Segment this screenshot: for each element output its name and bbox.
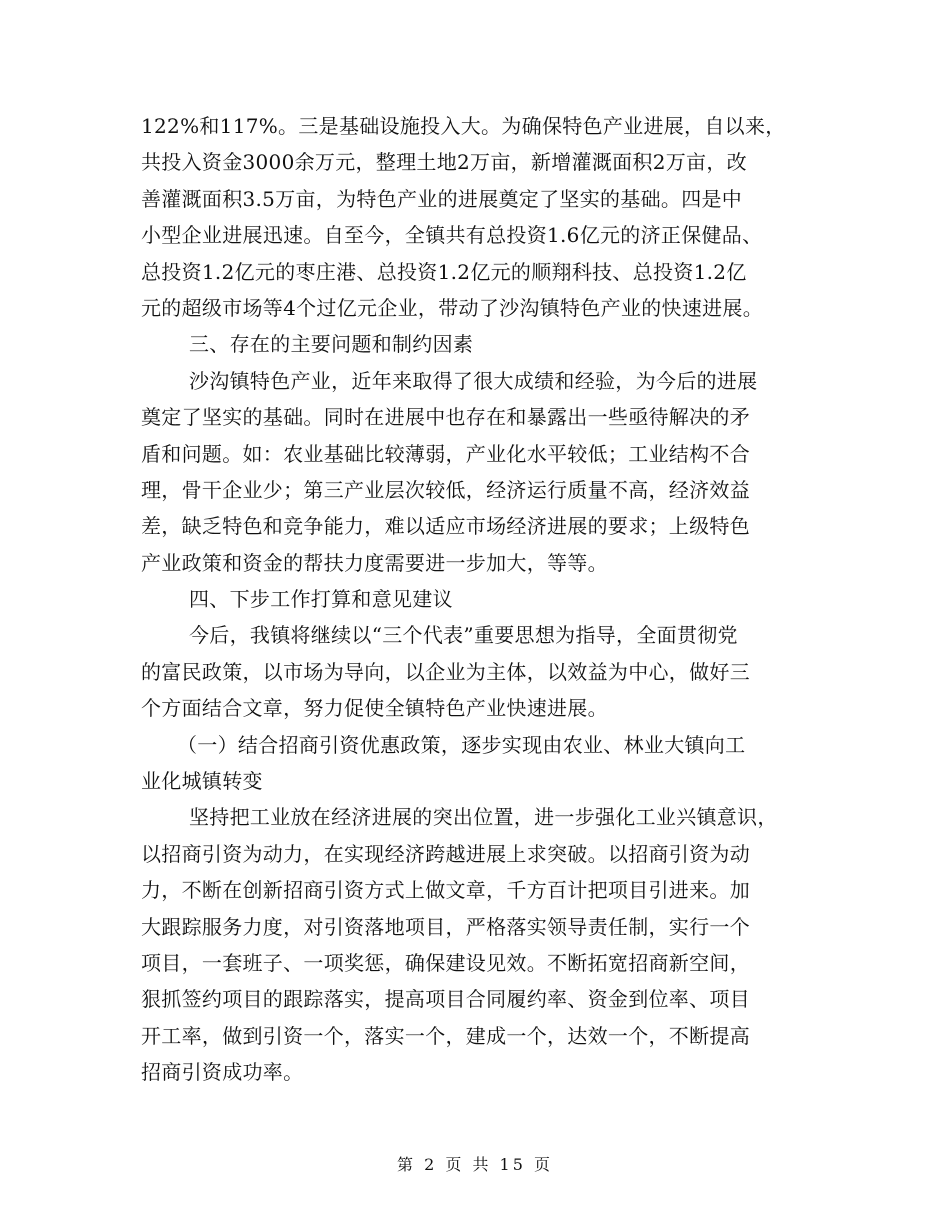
text-line: 小型企业进展迅速。自至今，全镇共有总投资1.6亿元的济正保健品、 xyxy=(141,223,763,248)
text-line: 元的超级市场等4个过亿元企业，带动了沙沟镇特色产业的快速进展。 xyxy=(141,295,764,320)
text-line: 产业政策和资金的帮扶力度需要进一步加大，等等。 xyxy=(141,550,608,575)
text-line: 业化城镇转变 xyxy=(141,769,263,794)
text-line: 122%和117%。三是基础设施投入大。为确保特色产业进展，自以来， xyxy=(141,114,786,138)
text-line: 以招商引资为动力，在实现经济跨越进展上求突破。以招商引资为动 xyxy=(141,841,750,866)
section-heading: 三、存在的主要问题和制约因素 xyxy=(189,332,474,357)
paragraph-first-line: 沙沟镇特色产业，近年来取得了很大成绩和经验，为今后的进展 xyxy=(189,368,758,393)
section-heading: 四、下步工作打算和意见建议 xyxy=(189,587,453,612)
text-line: 开工率，做到引资一个，落实一个，建成一个，达效一个，不断提高 xyxy=(141,1023,750,1048)
text-line: 力，不断在创新招商引资方式上做文章，千方百计把项目引进来。加 xyxy=(141,878,750,903)
text-line: 善灌溉面积3.5万亩，为特色产业的进展奠定了坚实的基础。四是中 xyxy=(141,186,743,211)
subsection-heading: （一）结合招商引资优惠政策，逐步实现由农业、林业大镇向工 xyxy=(177,732,746,757)
paragraph-first-line: 坚持把工业放在经济进展的突出位置，进一步强化工业兴镇意识， xyxy=(189,805,778,830)
text-line: 总投资1.2亿元的枣庄港、总投资1.2亿元的顺翔科技、总投资1.2亿 xyxy=(141,259,747,284)
text-line: 差，缺乏特色和竞争能力，难以适应市场经济进展的要求；上级特色 xyxy=(141,514,750,539)
text-line: 个方面结合文章，努力促使全镇特色产业快速进展。 xyxy=(141,696,608,721)
body-text xyxy=(141,108,821,1091)
page-number-footer: 第 2 页 共 15 页 xyxy=(397,1155,553,1174)
text-line: 奠定了坚实的基础。同时在进展中也存在和暴露出一些亟待解决的矛 xyxy=(141,405,750,430)
text-line: 的富民政策，以市场为导向，以企业为主体，以效益为中心，做好三 xyxy=(141,659,750,684)
text-line: 招商引资成功率。 xyxy=(141,1060,304,1085)
text-line: 理，骨干企业少；第三产业层次较低，经济运行质量不高，经济效益 xyxy=(141,477,750,502)
text-line: 狠抓签约项目的跟踪落实，提高项目合同履约率、资金到位率、项目 xyxy=(141,987,750,1012)
text-line: 共投入资金3000余万元，整理土地2万亩，新增灌溉面积2万亩，改 xyxy=(141,150,747,175)
text-line: 盾和问题。如：农业基础比较薄弱，产业化水平较低；工业结构不合 xyxy=(141,441,750,466)
text-line: 大跟踪服务力度，对引资落地项目，严格落实领导责任制，实行一个 xyxy=(141,914,750,939)
text-line: 项目，一套班子、一项奖惩，确保建设见效。不断拓宽招商新空间， xyxy=(141,950,750,975)
paragraph-first-line: 今后，我镇将继续以“三个代表”重要思想为指导，全面贯彻党 xyxy=(189,623,738,648)
